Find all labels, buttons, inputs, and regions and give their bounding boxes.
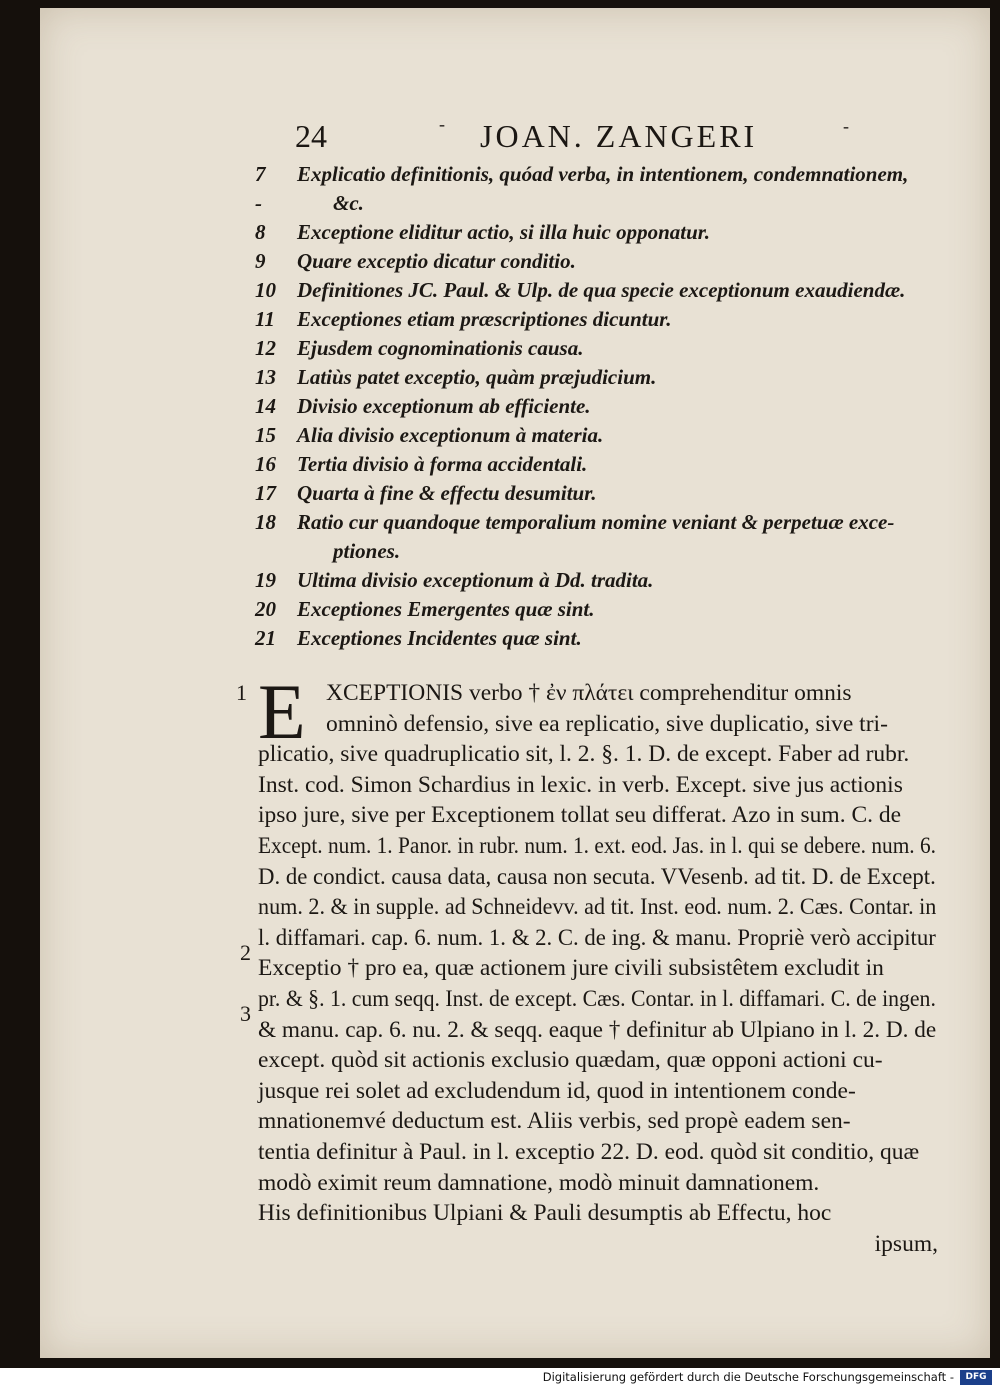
summary-text: Exceptiones etiam præscriptiones dicuntur. bbox=[297, 307, 672, 331]
summary-item bbox=[255, 247, 950, 276]
summary-number: 12 bbox=[255, 336, 276, 360]
summary-item bbox=[255, 218, 950, 247]
summary-item bbox=[255, 508, 950, 537]
summary-number: 18 bbox=[255, 510, 276, 534]
summary-item bbox=[255, 305, 950, 334]
body-line-text: His definitionibus Ulpiani & Pauli desumptis ab Effectu, hoc bbox=[258, 1200, 832, 1227]
body-line-text: except. quòd sit actionis exclusio quædam, quæ opponi actioni cu- bbox=[258, 1047, 883, 1074]
dfg-logo-icon: DFG bbox=[960, 1370, 992, 1385]
body-line bbox=[258, 1076, 938, 1107]
body-line bbox=[258, 1198, 938, 1229]
summary-text: Quarta à fine & effectu desumitur. bbox=[297, 481, 597, 505]
summary-number: 7 bbox=[255, 162, 266, 186]
summary-item bbox=[255, 392, 950, 421]
summary-item bbox=[255, 160, 950, 189]
summary-text: Explicatio definitionis, quóad verba, in intentionem, condemnationem, bbox=[297, 162, 909, 186]
body-line-text: ipso jure, sive per Exceptionem tollat seu differat. Azo in sum. C. de bbox=[258, 802, 902, 829]
body-line bbox=[258, 678, 938, 709]
page-number: 24 bbox=[295, 118, 327, 154]
summary-number: 20 bbox=[255, 597, 276, 621]
body-line-text: Except. num. 1. Panor. in rubr. num. 1. ext. eod. Jas. in l. qui se debere. num. 6. bbox=[258, 832, 937, 859]
summary-text: Ejusdem cognominationis causa. bbox=[297, 336, 584, 360]
summary-item bbox=[255, 537, 950, 566]
summary-number: 17 bbox=[255, 481, 276, 505]
body-line-text: XCEPTIONIS verbo † ἐν πλάτει comprehenditur omnis bbox=[326, 680, 852, 706]
summary-item bbox=[255, 363, 950, 392]
summary-item bbox=[255, 334, 950, 363]
header-mark-left: - bbox=[439, 114, 445, 134]
drop-initial: E bbox=[258, 668, 306, 755]
summary-number: - bbox=[255, 191, 262, 215]
summary-text: Latiùs patet exceptio, quàm præjudicium. bbox=[297, 365, 657, 389]
body-line-text: Inst. cod. Simon Schardius in lexic. in verb. Except. sive jus actionis bbox=[258, 771, 903, 798]
body-line bbox=[258, 770, 938, 801]
summary-number: 16 bbox=[255, 452, 276, 476]
header-mark-right: - bbox=[843, 116, 849, 136]
body-line bbox=[258, 923, 938, 954]
summary-number: 11 bbox=[255, 307, 275, 331]
margin-number: 2 bbox=[240, 940, 251, 965]
body-line bbox=[258, 1137, 938, 1168]
footer-bar bbox=[0, 1368, 1000, 1389]
body-line bbox=[258, 739, 938, 770]
summary-number: 19 bbox=[255, 568, 276, 592]
body-line bbox=[258, 953, 938, 984]
body-line-text: l. diffamari. cap. 6. num. 1. & 2. C. de ing. & manu. Propriè verò accipitur bbox=[258, 924, 936, 951]
summary-number: 8 bbox=[255, 220, 266, 244]
body-line bbox=[258, 1229, 938, 1260]
body-line bbox=[258, 709, 938, 740]
summary-list bbox=[255, 160, 950, 653]
summary-number: 13 bbox=[255, 365, 276, 389]
body-line-text: ipsum, bbox=[874, 1230, 938, 1257]
summary-number: 9 bbox=[255, 249, 266, 273]
summary-number: 10 bbox=[255, 278, 276, 302]
body-line bbox=[258, 831, 938, 862]
body-line-text: plicatio, sive quadruplicatio sit, l. 2. §. 1. D. de except. Faber ad rubr. bbox=[258, 741, 910, 768]
summary-number: 14 bbox=[255, 394, 276, 418]
summary-text: Ultima divisio exceptionum à Dd. tradita. bbox=[297, 568, 654, 592]
summary-text: Exceptione eliditur actio, si illa huic opponatur. bbox=[297, 220, 711, 244]
summary-item bbox=[255, 189, 950, 218]
summary-item bbox=[255, 595, 950, 624]
body-line bbox=[258, 862, 938, 893]
body-line bbox=[258, 1045, 938, 1076]
funding-notice: Digitalisierung gefördert durch die Deutsche Forschungsgemeinschaft - bbox=[542, 1370, 954, 1384]
summary-text: ptiones. bbox=[333, 539, 401, 563]
summary-text: Quare exceptio dicatur conditio. bbox=[297, 249, 576, 273]
body-line bbox=[258, 892, 938, 923]
body-line-text: jusque rei solet ad excludendum id, quod in intentionem conde- bbox=[258, 1077, 856, 1104]
summary-item bbox=[255, 479, 950, 508]
summary-text: Exceptiones Emergentes quæ sint. bbox=[297, 597, 595, 621]
summary-text: Definitiones JC. Paul. & Ulp. de qua specie exceptionum exaudiendæ. bbox=[297, 278, 906, 302]
summary-number: 15 bbox=[255, 423, 276, 447]
body-line-text: omninò defensio, sive ea replicatio, sive duplicatio, sive tri- bbox=[326, 710, 888, 737]
summary-item bbox=[255, 421, 950, 450]
summary-item bbox=[255, 566, 950, 595]
summary-text: Exceptiones Incidentes quæ sint. bbox=[297, 626, 582, 650]
summary-item bbox=[255, 450, 950, 479]
body-line bbox=[258, 1106, 938, 1137]
summary-text: &c. bbox=[333, 191, 364, 215]
body-line bbox=[258, 1168, 938, 1199]
body-line-text: Exceptio † pro ea, quæ actionem jure civili subsistêtem excludit in bbox=[258, 955, 884, 982]
summary-item bbox=[255, 276, 950, 305]
body-line-text: mnationemvé deductum est. Aliis verbis, sed propè eadem sen- bbox=[258, 1108, 851, 1135]
running-title: JOAN. ZANGERI bbox=[480, 118, 758, 154]
body-line-text: tentia definitur à Paul. in l. exceptio 22. D. eod. quòd sit conditio, quæ bbox=[258, 1138, 920, 1165]
summary-text: Alia divisio exceptionum à materia. bbox=[297, 423, 604, 447]
body-line bbox=[258, 1015, 938, 1046]
body-text bbox=[258, 668, 938, 1259]
body-line bbox=[258, 984, 938, 1015]
body-line-text: D. de condict. causa data, causa non secuta. VVesenb. ad tit. D. de Except. bbox=[258, 863, 936, 890]
summary-text: Tertia divisio à forma accidentali. bbox=[297, 452, 588, 476]
margin-number: 1 bbox=[236, 680, 247, 705]
margin-number: 3 bbox=[240, 1001, 251, 1026]
summary-item bbox=[255, 624, 950, 653]
body-line-text: num. 2. & in supple. ad Schneidevv. ad tit. Inst. eod. num. 2. Cæs. Contar. in bbox=[258, 894, 937, 921]
body-line-text: pr. & §. 1. cum seqq. Inst. de except. Cæs. Contar. in l. diffamari. C. de ingen. bbox=[258, 985, 936, 1012]
page-header bbox=[295, 114, 985, 158]
summary-number: 21 bbox=[255, 626, 276, 650]
body-line-text: & manu. cap. 6. nu. 2. & seqq. eaque † definitur ab Ulpiano in l. 2. D. de bbox=[258, 1016, 937, 1043]
body-line-text: modò eximit reum damnatione, modò minuit damnationem. bbox=[258, 1169, 820, 1196]
summary-text: Ratio cur quandoque temporalium nomine veniant & perpetuæ exce- bbox=[297, 510, 895, 534]
body-line bbox=[258, 800, 938, 831]
summary-text: Divisio exceptionum ab efficiente. bbox=[297, 394, 591, 418]
